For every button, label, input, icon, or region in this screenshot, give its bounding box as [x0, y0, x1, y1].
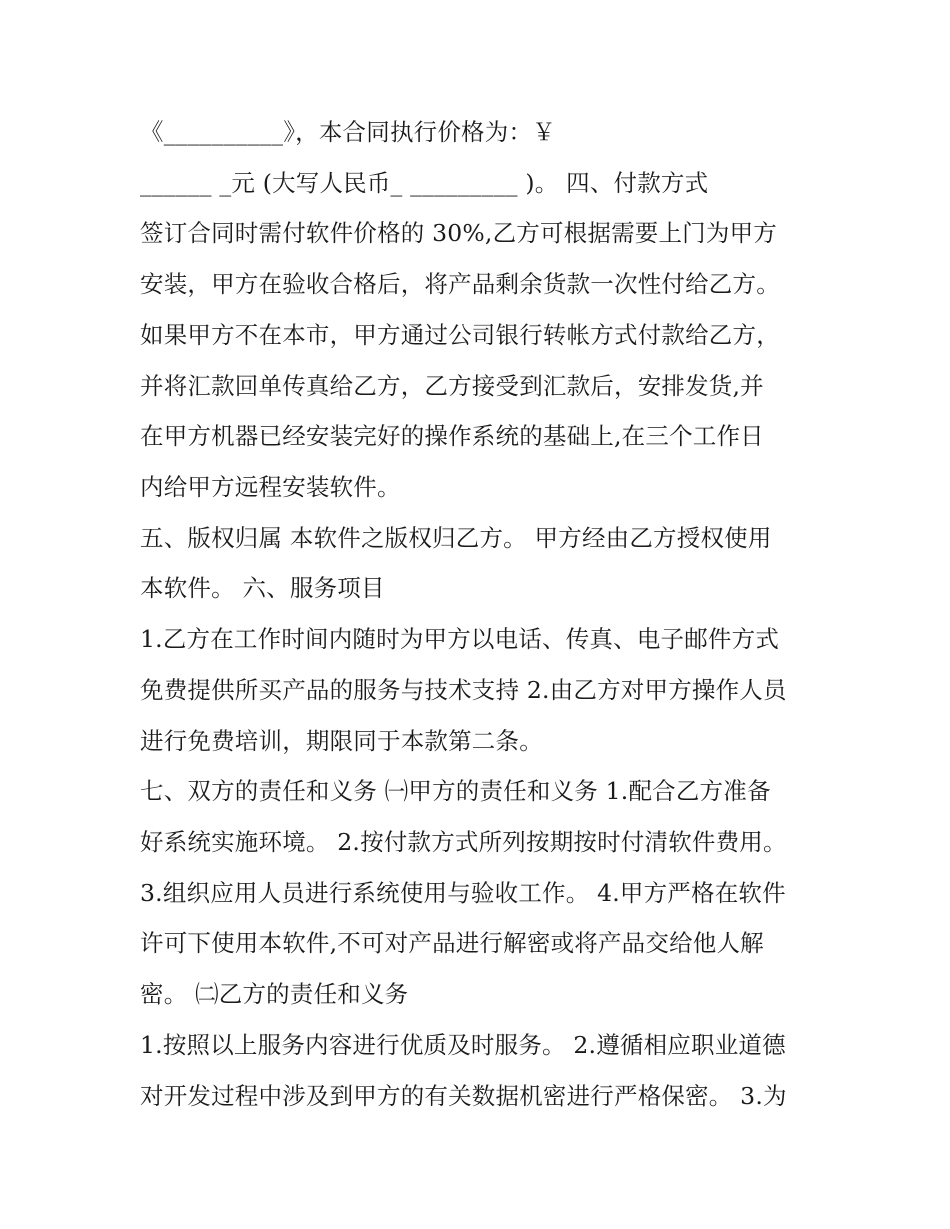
text-line: 内给甲方远程安装软件。 — [140, 473, 401, 501]
text-line: 签订合同时需付软件价格的 30%,乙方可根据需要上门为甲方 — [140, 219, 777, 247]
text-line: 七、双方的责任和义务 ㈠甲方的责任和义务 1.配合乙方准备 — [140, 777, 771, 805]
text-line: 《__________》，本合同执行价格为：￥ — [140, 118, 556, 146]
text-line: ______ _元 (大写人民币_ _________ )。 四、付款方式 — [140, 169, 709, 197]
text-line: 3.组织应用人员进行系统使用与验收工作。 4.甲方严格在软件 — [140, 879, 786, 907]
text-line: 1.按照以上服务内容进行优质及时服务。 2.遵循相应职业道德 — [140, 1031, 786, 1059]
text-line: 1.乙方在工作时间内随时为甲方以电话、传真、电子邮件方式 — [140, 625, 780, 653]
text-line: 五、版权归属 本软件之版权归乙方。 甲方经由乙方授权使用 — [140, 524, 772, 552]
text-line: 本软件。 六、服务项目 — [140, 574, 385, 602]
text-line: 在甲方机器已经安装完好的操作系统的基础上,在三个工作日 — [140, 422, 764, 450]
text-line: 免费提供所买产品的服务与技术支持 2.由乙方对甲方操作人员 — [140, 676, 787, 704]
text-line: 进行免费培训，期限同于本款第二条。 — [140, 727, 543, 755]
text-line: 好系统实施环境。 2.按付款方式所列按期按时付清软件费用。 — [140, 828, 787, 856]
text-line: 许可下使用本软件,不可对产品进行解密或将产品交给他人解 — [140, 929, 764, 957]
text-line: 如果甲方不在本市，甲方通过公司银行转帐方式付款给乙方， — [140, 321, 780, 349]
text-line: 对开发过程中涉及到甲方的有关数据机密进行严格保密。 3.为 — [140, 1082, 787, 1110]
text-line: 并将汇款回单传真给乙方，乙方接受到汇款后，安排发货,并 — [140, 372, 764, 400]
text-line: 密。 ㈡乙方的责任和义务 — [140, 980, 409, 1008]
text-line: 安装，甲方在验收合格后，将产品剩余货款一次性付给乙方。 — [140, 270, 780, 298]
